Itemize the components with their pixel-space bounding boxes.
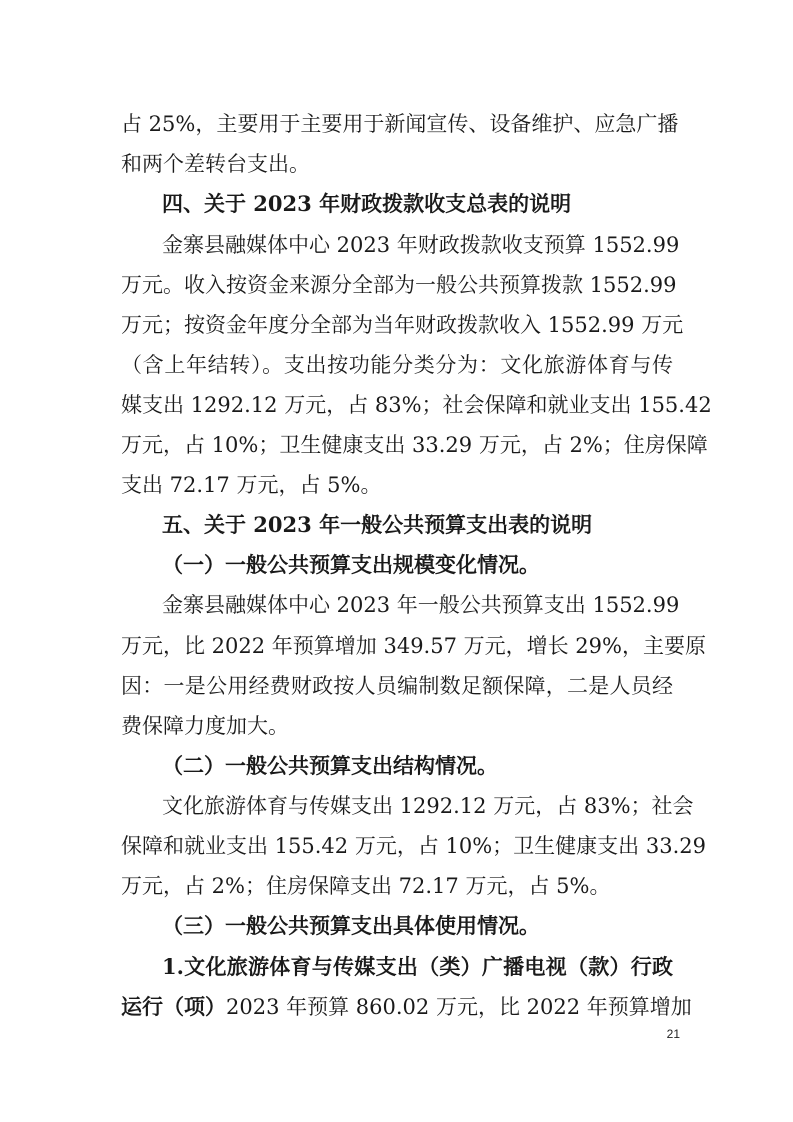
body-line-1: 占 25%，主要用于主要用于新闻宣传、设备维护、应急广播 <box>121 112 679 136</box>
body-line-14: 万元，比 2022 年预算增加 349.57 万元，增长 29%，主要原 <box>121 634 706 658</box>
subsection-heading-2: （二）一般公共预算支出结构情况。 <box>162 753 498 778</box>
body-line-9: 万元，占 10%；卫生健康支出 33.29 万元，占 2%；住房保障 <box>121 433 708 457</box>
body-line-16: 费保障力度加大。 <box>121 714 289 738</box>
item-heading-1: 1.文化旅游体育与传媒支出（类）广播电视（款）行政 <box>162 954 673 979</box>
body-line-5: 万元。收入按资金来源分全部为一般公共预算拨款 1552.99 <box>121 273 677 297</box>
body-line-20: 万元，占 2%；住房保障支出 72.17 万元，占 5%。 <box>121 874 611 898</box>
body-line-2: 和两个差转台支出。 <box>121 152 310 176</box>
section-heading-4: 四、关于 2023 年财政拨款收支总表的说明 <box>162 191 572 216</box>
page-number: 21 <box>666 1027 680 1041</box>
body-line-4: 金寨县融媒体中心 2023 年财政拨款收支预算 1552.99 <box>162 233 680 257</box>
body-line-8: 媒支出 1292.12 万元，占 83%；社会保障和就业支出 155.42 <box>121 393 712 417</box>
body-line-7: （含上年结转）。支出按功能分类分为：文化旅游体育与传 <box>121 353 673 377</box>
body-line-10: 支出 72.17 万元，占 5%。 <box>121 473 382 497</box>
item-heading-1-continued: 运行（项） <box>121 994 226 1019</box>
body-line-13: 金寨县融媒体中心 2023 年一般公共预算支出 1552.99 <box>162 593 680 617</box>
section-heading-5: 五、关于 2023 年一般公共预算支出表的说明 <box>162 512 593 537</box>
body-line-19: 保障和就业支出 155.42 万元，占 10%；卫生健康支出 33.29 <box>121 834 706 858</box>
body-line-18: 文化旅游体育与传媒支出 1292.12 万元，占 83%；社会 <box>162 794 694 818</box>
item-1-text: 2023 年预算 860.02 万元，比 2022 年预算增加 <box>226 995 692 1019</box>
body-line-6: 万元；按资金年度分全部为当年财政拨款收入 1552.99 万元 <box>121 313 684 337</box>
subsection-heading-3: （三）一般公共预算支出具体使用情况。 <box>162 913 540 938</box>
body-line-23 <box>121 987 692 1027</box>
subsection-heading-1: （一）一般公共预算支出规模变化情况。 <box>162 552 540 577</box>
body-line-15: 因：一是公用经费财政按人员编制数足额保障，二是人员经 <box>121 674 673 698</box>
